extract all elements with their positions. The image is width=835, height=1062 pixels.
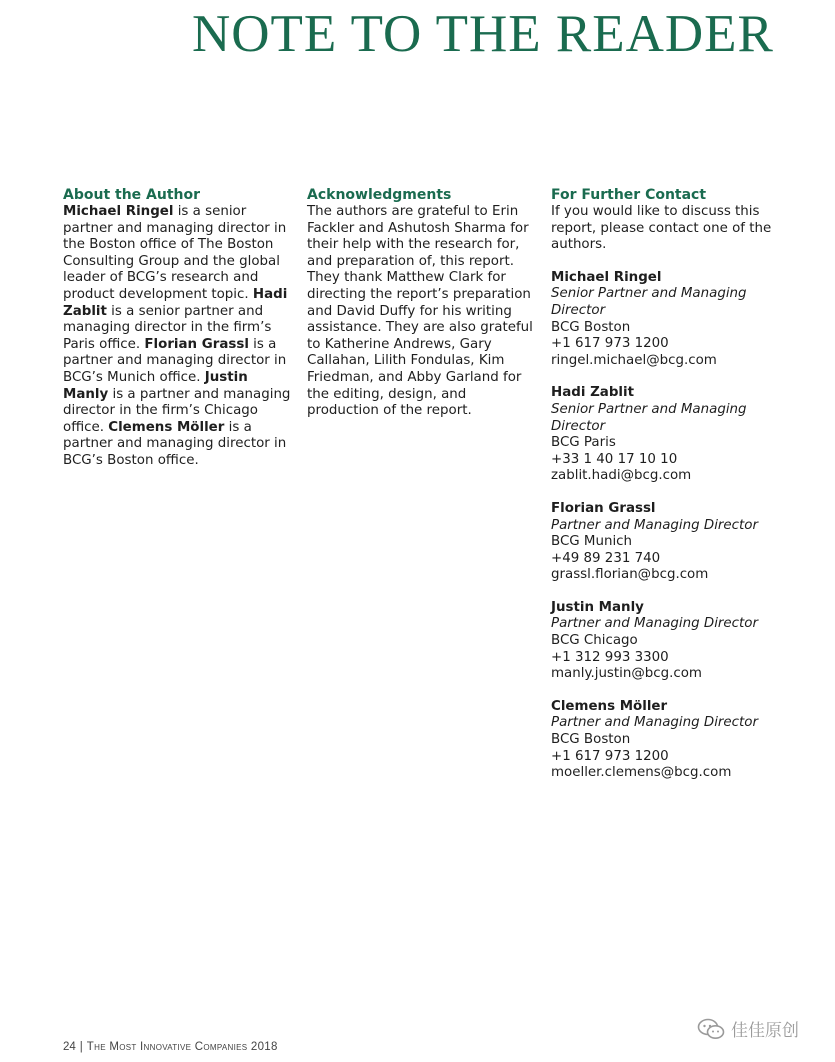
contact-card-manly [551, 600, 801, 683]
contact-phone: +1 617 973 1200 [551, 748, 669, 764]
contact-card-zablit [551, 385, 801, 485]
contact-name: Michael Ringel [551, 269, 662, 285]
contact-card-moeller [551, 699, 801, 782]
wechat-icon [697, 1018, 725, 1040]
watermark-text: 佳佳原创 [731, 1021, 799, 1041]
contact-role: Senior Partner and Managing Director [551, 286, 747, 318]
publication-title: The Most Innovative Companies 2018 [86, 1041, 278, 1053]
about-author-text [63, 204, 291, 470]
author-name: Michael Ringel [63, 204, 174, 219]
contact-phone: +1 312 993 3300 [551, 649, 669, 665]
author-bio: is a senior partner and managing director in the firm’s Paris office. [63, 303, 272, 352]
contact-name: Hadi Zablit [551, 385, 634, 401]
contact-role: Senior Partner and Managing Director [551, 401, 747, 434]
contact-office: BCG Chicago [551, 633, 638, 649]
contact-phone: +1 617 973 1200 [551, 336, 669, 352]
page-number: 24 [63, 1041, 76, 1053]
author-bio: is a partner and managing director in the firm’s Chicago office. [63, 386, 291, 435]
acknowledgments-text: The authors are grateful to Erin Fackler and Ashutosh Sharma for their help with the research for, and preparation of, this report. They thank Matthew Clark for directing the report’s preparation and David Duffy for his writing assistance. They are also grateful to Katherine Andrews, Gary Callahan, Lilith Fondulas, Kim Friedman, and Abby Garland for the editing, design, and production of the report. [307, 204, 533, 419]
further-contact-intro: If you would like to discuss this report, please contact one of the authors. [551, 204, 772, 253]
contact-office: BCG Paris [551, 435, 616, 451]
page-footer [63, 1041, 278, 1053]
acknowledgments-section [307, 187, 537, 420]
contact-email[interactable]: grassl.florian@bcg.com [551, 567, 709, 583]
author-name: Florian Grassl [144, 336, 249, 352]
contact-name: Clemens Möller [551, 698, 668, 714]
further-contact-section [551, 187, 801, 782]
contact-card-grassl [551, 501, 801, 584]
contact-name: Florian Grassl [551, 500, 656, 516]
contact-email[interactable]: moeller.clemens@bcg.com [551, 765, 732, 781]
further-contact-heading: For Further Contact [551, 187, 707, 203]
contact-email[interactable]: zablit.hadi@bcg.com [551, 468, 692, 484]
watermark [697, 1016, 799, 1041]
contact-phone: +33 1 40 17 10 10 [551, 451, 678, 467]
about-author-section [63, 187, 291, 470]
contact-phone: +49 89 231 740 [551, 550, 661, 566]
acknowledgments-heading: Acknowledgments [307, 187, 452, 203]
contact-office: BCG Boston [551, 319, 631, 335]
contact-email[interactable]: ringel.michael@bcg.com [551, 352, 717, 368]
contact-name: Justin Manly [551, 599, 644, 615]
author-bio: is a partner and managing director in BCG’s Boston office. [63, 419, 287, 468]
author-name: Clemens Möller [108, 419, 225, 435]
contact-office: BCG Munich [551, 534, 633, 550]
contact-role: Partner and Managing Director [551, 616, 758, 632]
contact-email[interactable]: manly.justin@bcg.com [551, 666, 702, 682]
contact-office: BCG Boston [551, 732, 631, 748]
contact-role: Partner and Managing Director [551, 517, 758, 533]
about-author-heading: About the Author [63, 187, 201, 203]
page-title: NOTE TO THE READER [192, 5, 774, 63]
author-bio: is a partner and managing director in BCG’s Munich office. [63, 336, 287, 385]
author-name: Justin Manly [63, 369, 248, 402]
author-bio: is a senior partner and managing director in the Boston office of The Boston Consulting Group and the global leader of BCG’s research and product development topic. [63, 204, 287, 302]
footer-separator: | [79, 1041, 83, 1053]
contact-role: Partner and Managing Director [551, 715, 758, 731]
contact-card-ringel [551, 270, 801, 370]
author-name: Hadi Zablit [63, 286, 288, 319]
